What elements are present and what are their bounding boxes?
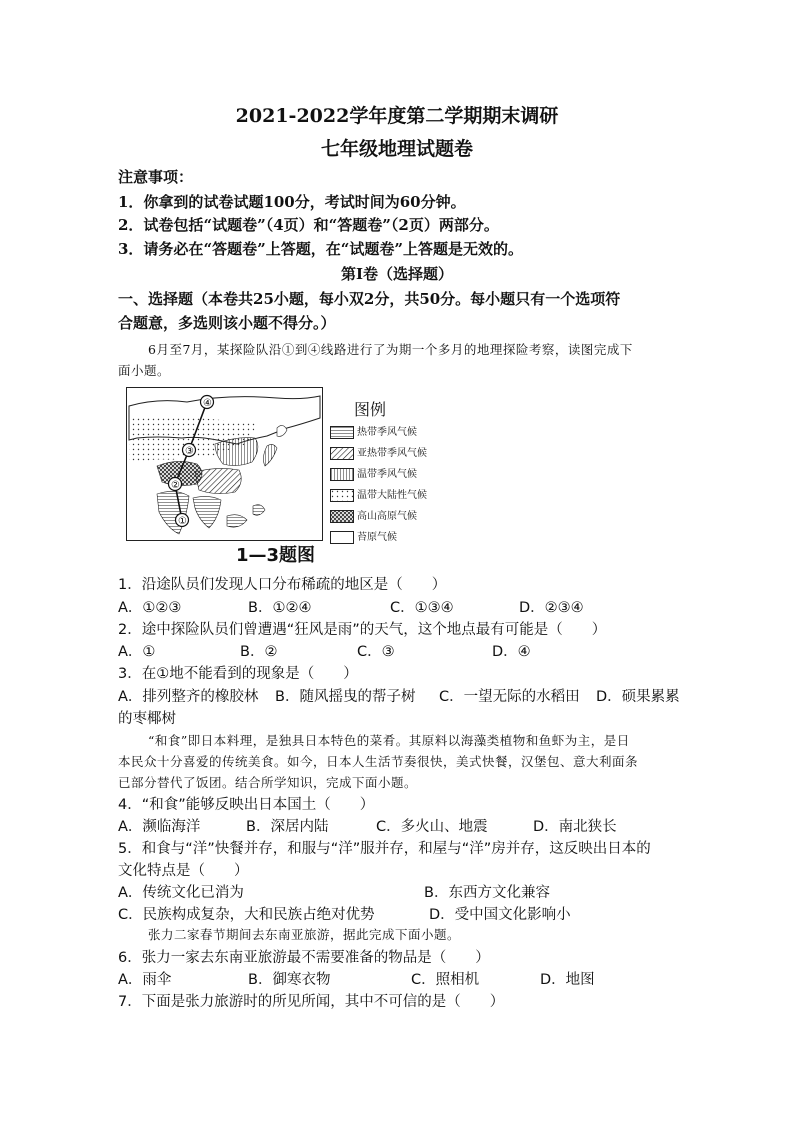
q5-option-b: B．东西方文化兼容 bbox=[424, 885, 550, 901]
passage1-line1: 6月至7月，某探险队沿①到④线路进行了为期一个多月的地理探险考察，读图完成下 bbox=[148, 342, 633, 357]
legend-swatch-horizontal bbox=[330, 426, 354, 439]
q7-stem: 7．下面是张力旅游时的所见所闻，其中不可信的是（ ） bbox=[118, 994, 505, 1010]
q2-option-c: C．③ bbox=[357, 644, 395, 660]
q3-option-d: D．硕果累累 bbox=[596, 689, 680, 705]
notice-item-3: 3．请务必在“答题卷”上答题，在“试题卷”上答题是无效的。 bbox=[118, 240, 523, 258]
passage2-line1: “和食”即日本料理，是独具日本特色的菜肴。其原料以海藻类植物和鱼虾为主，是日 bbox=[148, 733, 630, 748]
climate-map-figure bbox=[126, 385, 446, 566]
q1-stem: 1．沿途队员们发现人口分布稀疏的地区是（ ） bbox=[118, 577, 447, 593]
legend-swatch-cross bbox=[330, 510, 354, 523]
asia-map-drawing bbox=[127, 388, 322, 540]
passage3-line1: 张力二家春节期间去东南亚旅游，据此完成下面小题。 bbox=[148, 927, 461, 942]
passage2-line2: 本民众十分喜爱的传统美食。如今，日本人生活节奏很快，美式快餐，汉堡包、意大利面条 bbox=[118, 754, 639, 769]
q6-option-d: D．地图 bbox=[540, 972, 595, 988]
legend-label: 亚热带季风气候 bbox=[357, 448, 427, 459]
route-label-3: ③ bbox=[185, 446, 194, 457]
legend-item-temperate-continental bbox=[330, 486, 427, 500]
notice-heading: 注意事项： bbox=[118, 168, 194, 186]
q6-option-a: A．雨伞 bbox=[118, 972, 172, 988]
q2-option-a: A．① bbox=[118, 644, 156, 660]
q5-option-c: C．民族构成复杂，大和民族占绝对优势 bbox=[118, 907, 375, 923]
q4-stem: 4．“和食”能够反映出日本国土（ ） bbox=[118, 797, 375, 813]
section-intro-line1: 一、选择题（本卷共25小题，每小双2分，共50分。每小题只有一个选项符 bbox=[118, 290, 621, 308]
passage1-line2: 面小题。 bbox=[118, 363, 171, 378]
notice-item-2: 2．试卷包括“试题卷”（4页）和“答题卷”（2页）两部分。 bbox=[118, 216, 499, 234]
route-label-4: ④ bbox=[203, 398, 212, 409]
passage2-line3: 已部分替代了饭团。结合所学知识，完成下面小题。 bbox=[118, 775, 418, 790]
q5-stem-line2: 文化特点是（ ） bbox=[118, 863, 249, 879]
q3-option-c: C．一望无际的水稻田 bbox=[439, 689, 580, 705]
q4-option-c: C．多火山、地震 bbox=[376, 819, 488, 835]
route-label-1: ① bbox=[178, 516, 187, 527]
exam-subtitle: 七年级地理试题卷 bbox=[320, 138, 473, 160]
legend-label: 苔原气候 bbox=[357, 532, 397, 543]
legend-label: 温带大陆性气候 bbox=[357, 490, 427, 501]
q4-option-a: A．濒临海洋 bbox=[118, 819, 201, 835]
legend-swatch-dotted bbox=[330, 489, 354, 502]
legend-item-highland bbox=[330, 507, 417, 521]
legend-item-temperate-monsoon bbox=[330, 465, 417, 479]
q5-option-d: D．受中国文化影响小 bbox=[429, 907, 571, 923]
notice-item-1: 1．你拿到的试卷试题100分，考试时间为60分钟。 bbox=[118, 193, 466, 211]
exam-title: 2021-2022学年度第二学期期末调研 bbox=[235, 105, 559, 127]
q2-option-b: B．② bbox=[240, 644, 278, 660]
q3-stem: 3．在①地不能看到的现象是（ ） bbox=[118, 666, 358, 682]
legend-item-subtropical-monsoon bbox=[330, 444, 427, 458]
q2-stem: 2．途中探险队员们曾遭遇“狂风是雨”的天气，这个地点最有可能是（ ） bbox=[118, 622, 607, 638]
legend-title: 图例 bbox=[354, 400, 387, 419]
q6-option-c: C．照相机 bbox=[411, 972, 480, 988]
q4-option-d: D．南北狭长 bbox=[533, 819, 617, 835]
asia-map bbox=[126, 387, 323, 541]
q1-option-d: D．②③④ bbox=[519, 600, 584, 616]
legend-item-tundra bbox=[330, 528, 397, 542]
q4-option-b: B．深居内陆 bbox=[246, 819, 329, 835]
q3-option-a: A．排列整齐的橡胶林 bbox=[118, 689, 259, 705]
figure-caption: 1—3题图 bbox=[236, 545, 316, 566]
legend-label: 热带季风气候 bbox=[357, 427, 417, 438]
route-label-2: ② bbox=[171, 480, 180, 491]
legend-swatch-blank bbox=[330, 531, 354, 544]
q1-option-a: A．①②③ bbox=[118, 600, 182, 616]
legend-label: 高山高原气候 bbox=[357, 511, 417, 522]
legend-swatch-vertical bbox=[330, 468, 354, 481]
legend-item-tropical-monsoon bbox=[330, 423, 417, 437]
q3-option-b: B．随风摇曳的帮子树 bbox=[275, 689, 416, 705]
q1-option-b: B．①②④ bbox=[248, 600, 312, 616]
legend-swatch-diagonal bbox=[330, 447, 354, 460]
q5-stem-line1: 5．和食与“洋”快餐并存，和服与“洋”服并存，和屋与“洋”房并存，这反映出日本的 bbox=[118, 841, 651, 857]
q1-option-c: C．①③④ bbox=[390, 600, 454, 616]
q2-option-d: D．④ bbox=[492, 644, 531, 660]
q6-option-b: B．御寒衣物 bbox=[248, 972, 331, 988]
q5-option-a: A．传统文化已消为 bbox=[118, 885, 244, 901]
section-intro-line2: 合题意，多选则该小题不得分。） bbox=[118, 314, 336, 332]
legend-label: 温带季风气候 bbox=[357, 469, 417, 480]
q6-stem: 6．张力一家去东南亚旅游最不需要准备的物品是（ ） bbox=[118, 950, 490, 966]
section-title: 第Ⅰ卷（选择题） bbox=[340, 265, 454, 283]
q3-option-d-continuation: 的枣椰树 bbox=[118, 711, 176, 727]
